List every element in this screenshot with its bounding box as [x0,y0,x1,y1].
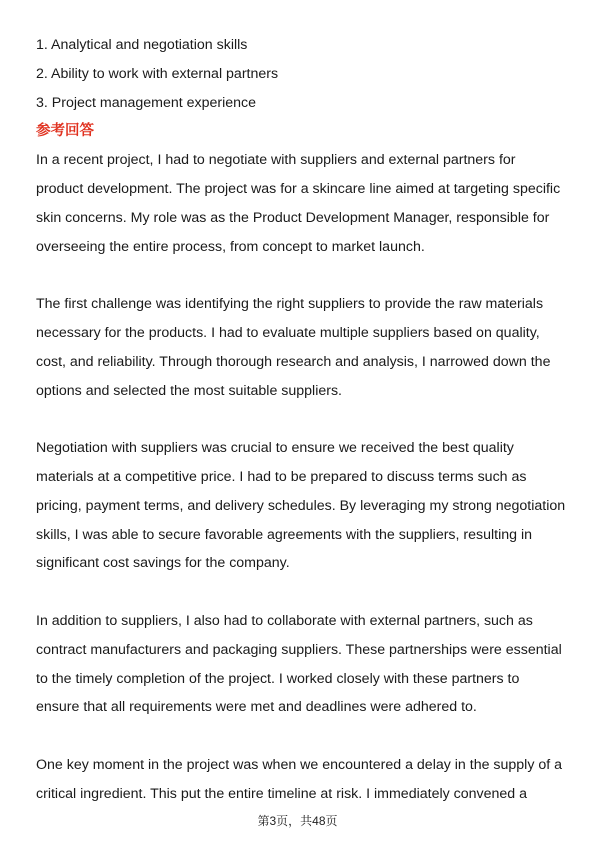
answer-paragraph: The first challenge was identifying the right suppliers to provide the raw materials necessary for the products. I had to evaluate multiple suppliers based on quality, cost, and reliability. Through thorough research and analysis, I narrowed down the options and selected the most suitable suppliers. [36,296,551,399]
answer-paragraph: Negotiation with suppliers was crucial to ensure we received the best quality materials at a competitive price. I had to be prepared to discuss terms such as pricing, payment terms, and delivery schedules. By leveraging my strong negotiation skills, I was able to secure favorable agreements with the suppliers, resulting in significant cost savings for the company. [36,440,566,572]
answer-heading: 参考回答 [36,123,94,140]
requirements-list [36,31,566,117]
answer-paragraph: One key moment in the project was when we encountered a delay in the supply of a critical ingredient. This put the entire timeline at risk. I immediately convened a [36,756,563,802]
document-content [36,31,566,809]
answer-paragraph: In addition to suppliers, I also had to collaborate with external partners, such as contract manufacturers and packaging suppliers. These partnerships were essential to the timely completion of the project. I worked closely with these partners to ensure that all requirements were met and deadlines were adhered to. [36,612,562,716]
requirement-item: 2. Ability to work with external partners [36,65,279,82]
requirement-item: 3. Project management experience [36,94,257,111]
answer-paragraph: In a recent project, I had to negotiate with suppliers and external partners for product development. The project was for a skincare line aimed at targeting specific skin concerns. My role was as the Product Development Manager, responsible for overseeing the entire process, from concept to market launch. [36,152,561,255]
requirement-item: 1. Analytical and negotiation skills [36,37,248,53]
page-number-footer: 第3页，共48页 [257,814,338,828]
